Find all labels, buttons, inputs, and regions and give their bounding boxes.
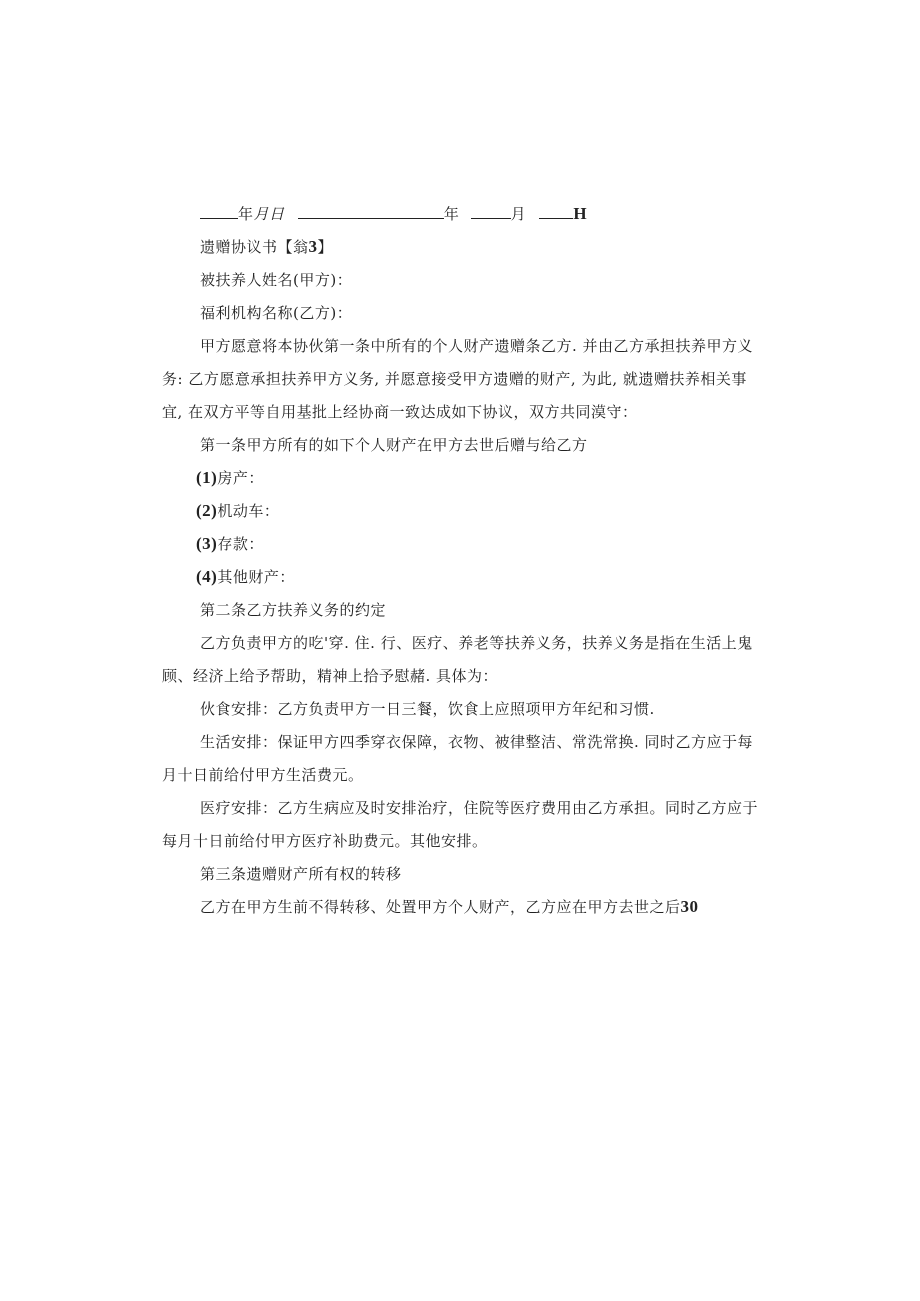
article-2-para-line-1: 乙方负责甲方的吃'穿. 住. 行、医疗、养老等扶养义务，扶养义务是指在生活上鬼 [200, 634, 753, 652]
blank-field[interactable] [298, 204, 444, 219]
blank-field[interactable] [539, 204, 573, 219]
item-label: 机动车： [217, 502, 280, 520]
life-arrangement-line-1: 生活安排：保证甲方四季穿衣保障，衣物、被律整洁、常洗常换. 同时乙方应于每 [200, 733, 754, 751]
article-3-heading: 第三条遗赠财产所有权的转移 [200, 865, 402, 883]
article-1-item [196, 468, 264, 488]
title-text: 遗赠协议书【翁 [200, 238, 309, 256]
article-2-para-line-2: 顾、经济上给予帮助，精神上拾予慰赭. 具体为： [162, 667, 499, 685]
item-number: (1) [196, 468, 218, 487]
article-1-item [196, 501, 279, 521]
date-month-label: 月 [510, 205, 527, 223]
item-number: (4) [196, 567, 218, 586]
article-1-heading: 第一条甲方所有的如下个人财产在甲方去世后赠与给乙方 [200, 436, 588, 454]
item-number: (3) [196, 534, 218, 553]
article-1-item [196, 567, 295, 587]
article-3-text: 乙方在甲方生前不得转移、处置甲方个人财产，乙方应在甲方去世之后 [200, 898, 681, 916]
article-2-heading: 第二条乙方扶养义务的约定 [200, 601, 387, 619]
item-number: (2) [196, 501, 218, 520]
food-arrangement: 伙食安排：乙方负责甲方一日三餐，饮食上应照项甲方年纪和习惯. [200, 700, 655, 718]
date-year-label: 年 [238, 205, 254, 223]
medical-arrangement-line-2: 每月十日前给付甲方医疗补助费元。其他安排。 [162, 832, 488, 850]
document-title [200, 237, 333, 257]
date-line [200, 204, 587, 224]
intro-line-1: 甲方愿意将本协伙第一条中所有的个人财产遗赠条乙方. 并由乙方承担扶养甲方义 [200, 337, 754, 355]
article-1-item [196, 534, 264, 554]
date-day-label: H [573, 204, 588, 223]
title-number: 3 [308, 237, 318, 256]
party-a-field: 被扶养人姓名(甲方)： [200, 271, 353, 289]
date-year-label-2: 年 [443, 205, 460, 223]
blank-field[interactable] [200, 204, 238, 219]
party-b-field: 福利机构名称(乙方)： [200, 304, 353, 322]
item-label: 其他财产： [217, 568, 295, 586]
item-label: 存款： [217, 535, 264, 553]
intro-line-2: 务: 乙方愿意承担扶养甲方义务, 并愿意接受甲方遗赠的财产, 为此, 就遗赠扶养相关事 [162, 370, 747, 388]
title-close: 】 [317, 238, 334, 256]
medical-arrangement-line-1: 医疗安排：乙方生病应及时安排治疗，住院等医疗费用由乙方承担。同时乙方应于 [200, 799, 759, 817]
article-3-number: 30 [680, 897, 699, 916]
item-label: 房产： [217, 469, 264, 487]
life-arrangement-line-2: 月十日前给付甲方生活费元。 [162, 766, 364, 784]
intro-line-3: 宜, 在双方平等自用基批上经协商一致达成如下协议，双方共同漠守： [162, 403, 638, 421]
date-month-day-label: 月日 [253, 205, 285, 223]
blank-field[interactable] [471, 204, 511, 219]
article-3-para [200, 897, 699, 917]
